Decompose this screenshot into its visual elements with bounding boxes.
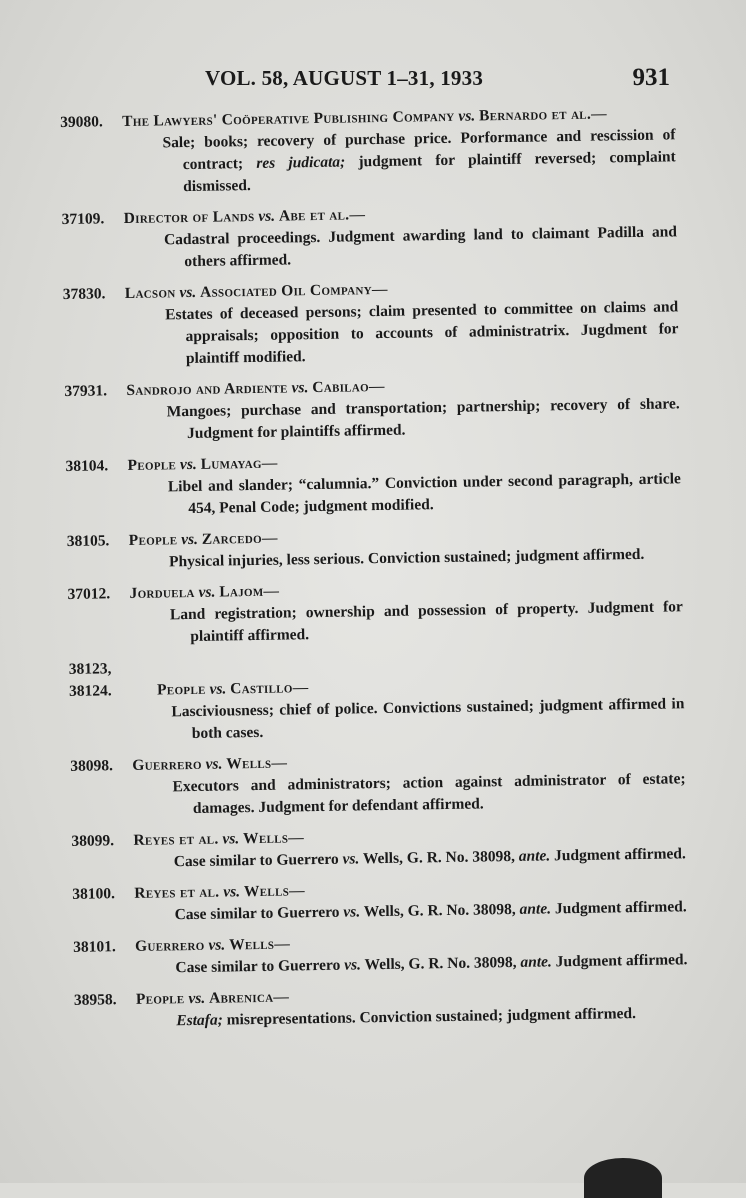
party-one: Reyes et al.	[134, 883, 220, 902]
summary-italic: vs.	[342, 850, 360, 868]
versus: vs.	[458, 107, 476, 125]
case-number: 39080.	[60, 113, 103, 131]
case-number: 38123, 38124.	[68, 660, 112, 700]
case-entry	[70, 746, 686, 822]
summary-text: Judgment affirmed.	[550, 845, 686, 865]
case-entry	[64, 371, 680, 447]
versus: vs.	[291, 379, 309, 397]
volume-title: VOL. 58, AUGUST 1–31, 1933	[205, 66, 484, 90]
party-one: People	[156, 680, 206, 699]
case-number: 37931.	[64, 382, 108, 400]
party-one: Lacson	[124, 284, 176, 303]
party-two: Abe et al.—	[278, 206, 366, 225]
case-number: 37012.	[67, 585, 111, 603]
versus: vs.	[179, 455, 197, 474]
party-one: The Lawyers' Coöperative Publishing Company	[122, 107, 455, 131]
summary-italic: vs.	[344, 956, 362, 974]
party-one: Director of Lands	[123, 207, 255, 228]
party-two: Zarcedo—	[201, 529, 278, 548]
case-number: 38100.	[72, 885, 116, 903]
versus: vs.	[205, 755, 223, 773]
party-two: Castillo—	[230, 679, 309, 698]
case-entry	[67, 574, 683, 650]
case-summary: Executors and administrators; action against administrator of estate; damages. Judgment for defendant affirmed.	[172, 770, 686, 817]
page-header	[205, 66, 670, 100]
summary-text: judgment for plaintiff reversed; complaint dismissed.	[183, 148, 676, 196]
versus: vs.	[223, 883, 241, 901]
summary-text: Wells, G. R. No. 38098,	[360, 953, 521, 974]
versus: vs.	[222, 830, 240, 848]
summary-italic: ante.	[520, 953, 552, 971]
case-number: 38099.	[71, 832, 115, 850]
case-summary: Land registration; ownership and possession of property. Judgment for plaintiff affirmed.	[169, 598, 683, 646]
party-two: Lajom—	[219, 582, 280, 601]
case-entry	[69, 649, 685, 747]
party-one: Guerrero	[132, 755, 202, 774]
page-number: 931	[632, 64, 670, 91]
case-number: 38105.	[66, 532, 110, 550]
party-two: Wells—	[243, 882, 305, 901]
summary-italic: vs.	[343, 903, 361, 921]
summary-text: Case similar to Guerrero	[174, 903, 344, 924]
case-number: 38958.	[73, 991, 117, 1009]
summary-italic: Estafa;	[176, 1011, 223, 1030]
summary-text: Sale; books; recovery of purchase price. Porformance and rescission of contract;	[162, 126, 676, 174]
versus: vs.	[198, 583, 216, 601]
party-two: Wells—	[226, 754, 288, 773]
summary-italic: res judicata;	[256, 153, 346, 172]
summary-text: Judgment affirmed.	[550, 898, 687, 918]
case-list	[60, 102, 690, 1043]
versus: vs.	[179, 283, 197, 302]
versus: vs.	[181, 530, 199, 549]
versus: vs.	[258, 207, 276, 225]
party-one: Sandrojo and Ardiente	[126, 379, 288, 399]
case-number: 38101.	[72, 938, 116, 956]
summary-italic: ante.	[519, 900, 552, 918]
case-number: 38104.	[65, 457, 109, 475]
case-summary: Cadastral proceedings. Judgment awarding land to claimant Padilla and others affirmed.	[163, 223, 678, 271]
summary-text: Case similar to Guerrero	[175, 956, 345, 977]
party-two: Abrenica—	[208, 988, 290, 1007]
case-entry	[62, 199, 678, 275]
party-two: Cabilao—	[312, 377, 385, 397]
case-number: 37109.	[61, 210, 105, 228]
case-number: 38098.	[70, 757, 114, 775]
party-one: People	[127, 456, 177, 474]
case-summary: Estates of deceased persons; claim presented to committee on claims and appraisals; opposition to accounts of administratrix. Jugdment for plaintiff modified.	[165, 298, 679, 368]
summary-text: misrepresentations. Conviction sustained; judgment affirmed.	[222, 1005, 637, 1029]
party-two: Associated Oil Company—	[199, 280, 388, 301]
party-two: Wells—	[242, 829, 305, 848]
case-summary: Lasciviousness; chief of police. Convictions sustained; judgment affirmed in both cases.	[171, 695, 685, 743]
party-one: People	[128, 531, 178, 549]
party-two: Bernardo et al.—	[478, 105, 607, 125]
case-entry	[67, 521, 683, 575]
party-two: Wells—	[228, 935, 291, 954]
case-entry	[60, 102, 676, 200]
case-entry	[72, 874, 688, 928]
versus: vs.	[209, 680, 227, 698]
summary-text: Wells, G. R. No. 38098,	[360, 900, 520, 921]
case-entry	[74, 980, 690, 1034]
party-one: People	[135, 990, 185, 1008]
party-one: Jorduela	[129, 583, 195, 602]
case-summary: Libel and slander; “calumnia.” Conviction under second paragraph, article 454, Penal Code; judgment modified.	[167, 470, 681, 518]
party-two: Lumayag—	[200, 454, 278, 473]
summary-text: Wells, G. R. No. 38098,	[359, 847, 519, 868]
versus: vs.	[188, 989, 206, 1008]
case-entry	[71, 821, 687, 875]
case-number: 37830.	[62, 285, 106, 303]
case-summary: Physical injuries, less serious. Conviction sustained; judgment affirmed.	[168, 545, 645, 571]
summary-italic: ante.	[518, 847, 551, 865]
party-one: Guerrero	[134, 936, 205, 955]
party-one: Reyes et al.	[133, 830, 219, 849]
summary-text: Case similar to Guerrero	[173, 850, 343, 871]
case-entry	[65, 446, 681, 522]
case-summary: Mangoes; purchase and transportation; partnership; recovery of share. Judgment for plaintiffs affirmed.	[166, 395, 680, 443]
versus: vs.	[208, 936, 226, 954]
case-summary	[60, 124, 676, 200]
case-entry	[63, 274, 679, 372]
page-edge-shadow	[584, 1158, 662, 1198]
case-entry	[73, 927, 689, 981]
summary-text: Judgment affirmed.	[551, 951, 688, 971]
